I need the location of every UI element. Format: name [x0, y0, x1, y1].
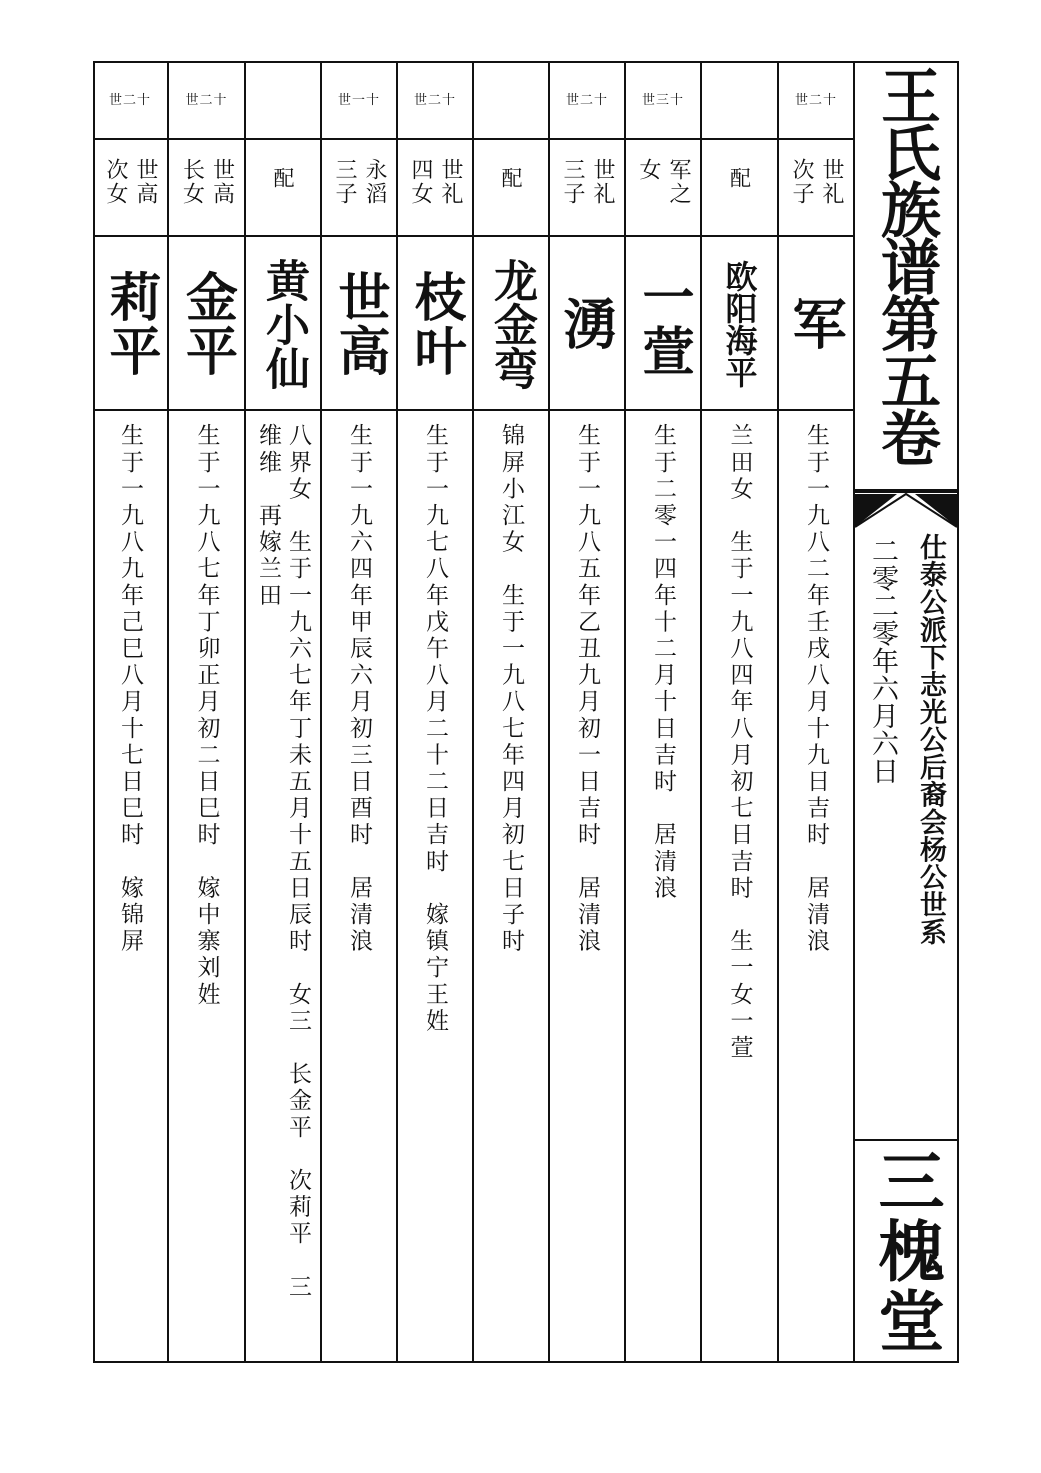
entry-column [322, 61, 398, 1361]
generation-label: 世二十 [413, 93, 456, 108]
relation-text: 四女 [408, 158, 433, 206]
biography-text [702, 423, 777, 1351]
person-name [550, 239, 624, 409]
person-name [246, 239, 320, 409]
row-divider [246, 409, 320, 411]
biography-line: 生于一九八五年乙丑九月初一日吉时 居清浪 [574, 423, 600, 955]
entry-column [550, 61, 626, 1361]
hall-divider [855, 1139, 957, 1141]
relation-text: 配 [727, 167, 752, 190]
biography-text [169, 423, 244, 1351]
relation-text: 配 [499, 167, 523, 190]
relation-text: 三子 [332, 158, 357, 206]
person-name-text: 莉平 [100, 270, 161, 378]
relation-text: 世礼 [438, 158, 463, 206]
branch-lineage: 仕泰公派下志光公后裔会杨公世系 [915, 533, 946, 946]
title-subtitles [855, 533, 957, 1133]
person-name-text: 龙金弯 [486, 258, 537, 390]
biography-line: 生于一九六四年甲辰六月初三日酉时 居清浪 [346, 423, 372, 955]
row-divider [702, 409, 777, 411]
person-name [169, 239, 244, 409]
biography-text [474, 423, 548, 1351]
hall-name [855, 1143, 957, 1361]
row-divider [246, 138, 320, 140]
row-divider [322, 409, 396, 411]
relation-text: 配 [271, 167, 295, 190]
relation-text: 女 [636, 158, 661, 182]
person-name [398, 239, 472, 409]
generation-label: 世一十 [337, 93, 380, 108]
relation-text: 三子 [560, 158, 585, 206]
row-divider [626, 409, 700, 411]
generation-label: 世二十 [108, 93, 151, 108]
row-divider [398, 138, 472, 140]
person-name-text: 一萱 [633, 270, 694, 378]
relation-text: 世礼 [590, 158, 615, 206]
row-divider [626, 138, 700, 140]
row-divider [550, 409, 624, 411]
biography-line: 生于一九八九年己巳八月十七日巳时 嫁锦屏 [117, 423, 143, 955]
person-name [702, 239, 777, 409]
row-divider [93, 138, 167, 140]
relation-text: 永滔 [362, 158, 387, 206]
person-name-text: 欧阳海平 [720, 260, 759, 388]
relation-text: 长女 [179, 158, 205, 206]
relation-text: 次子 [789, 158, 814, 206]
row-divider [93, 409, 167, 411]
relation-text: 世礼 [819, 158, 844, 206]
hall-name-text: 三槐堂 [867, 1147, 945, 1357]
biography-line: 生于一九八七年丁卯正月初二日巳时 嫁中寨刘姓 [193, 423, 220, 1009]
person-name [626, 239, 700, 409]
relation-text: 军之 [666, 158, 691, 206]
entry-column [474, 61, 550, 1361]
row-divider [779, 138, 853, 140]
biography-text [398, 423, 472, 1351]
entry-column [246, 61, 322, 1361]
biography-line: 生于一九八二年壬戌八月十九日吉时 居清浪 [803, 423, 829, 955]
generation-label: 世二十 [185, 93, 228, 108]
entry-column [169, 61, 246, 1361]
person-name-text: 湧 [555, 296, 619, 352]
row-divider [322, 138, 396, 140]
biography-text [93, 423, 167, 1351]
biography-line: 八界女 生于一九六七年丁未五月十五日辰时 女三 长金平 次莉平 三 [285, 423, 311, 1301]
book-title-text: 王氏族谱第五卷 [871, 65, 941, 464]
biography-line: 维维 再嫁兰田 [255, 423, 281, 610]
book-title [855, 65, 957, 485]
row-divider [550, 138, 624, 140]
row-divider [169, 409, 244, 411]
biography-text [779, 423, 853, 1351]
compile-date: 二零二零年六月六日 [867, 537, 898, 785]
row-divider [779, 409, 853, 411]
biography-text [322, 423, 396, 1351]
entry-column [702, 61, 779, 1361]
person-name-text: 军 [784, 296, 848, 352]
biography-text [626, 423, 700, 1351]
person-name [322, 239, 396, 409]
biography-line: 生于二零一四年十二月十日吉时 居清浪 [650, 423, 676, 902]
entry-column [779, 61, 855, 1361]
relation-text: 世高 [133, 158, 158, 206]
biography-line: 生于一九七八年戊午八月二十二日吉时 嫁镇宁王姓 [422, 423, 448, 1035]
biography-line: 锦屏小江女 生于一九八七年四月初七日子时 [498, 423, 524, 955]
biography-text [550, 423, 624, 1351]
generation-label: 世二十 [794, 93, 837, 108]
title-divider-ornament [855, 489, 957, 529]
biography-text [246, 423, 320, 1351]
generation-label: 世二十 [565, 93, 608, 108]
title-panel [855, 61, 957, 1361]
relation-text: 世高 [209, 158, 235, 206]
row-divider [702, 138, 777, 140]
row-divider [474, 409, 548, 411]
entry-column [93, 61, 169, 1361]
person-name [779, 239, 853, 409]
row-divider [474, 138, 548, 140]
entry-column [626, 61, 702, 1361]
relation-text: 次女 [103, 158, 128, 206]
genealogy-page [93, 61, 957, 1361]
person-name [93, 239, 167, 409]
person-name-text: 世高 [329, 270, 390, 378]
person-name [474, 239, 548, 409]
generation-label: 世三十 [641, 93, 684, 108]
row-divider [169, 138, 244, 140]
row-divider [398, 409, 472, 411]
entry-column [398, 61, 474, 1361]
person-name-text: 黄小仙 [258, 258, 309, 390]
person-name-text: 枝叶 [405, 270, 466, 378]
person-name-text: 金平 [176, 270, 238, 378]
biography-line: 兰田女 生于一九八四年八月初七日吉时 生一女一萱 [726, 423, 753, 1062]
